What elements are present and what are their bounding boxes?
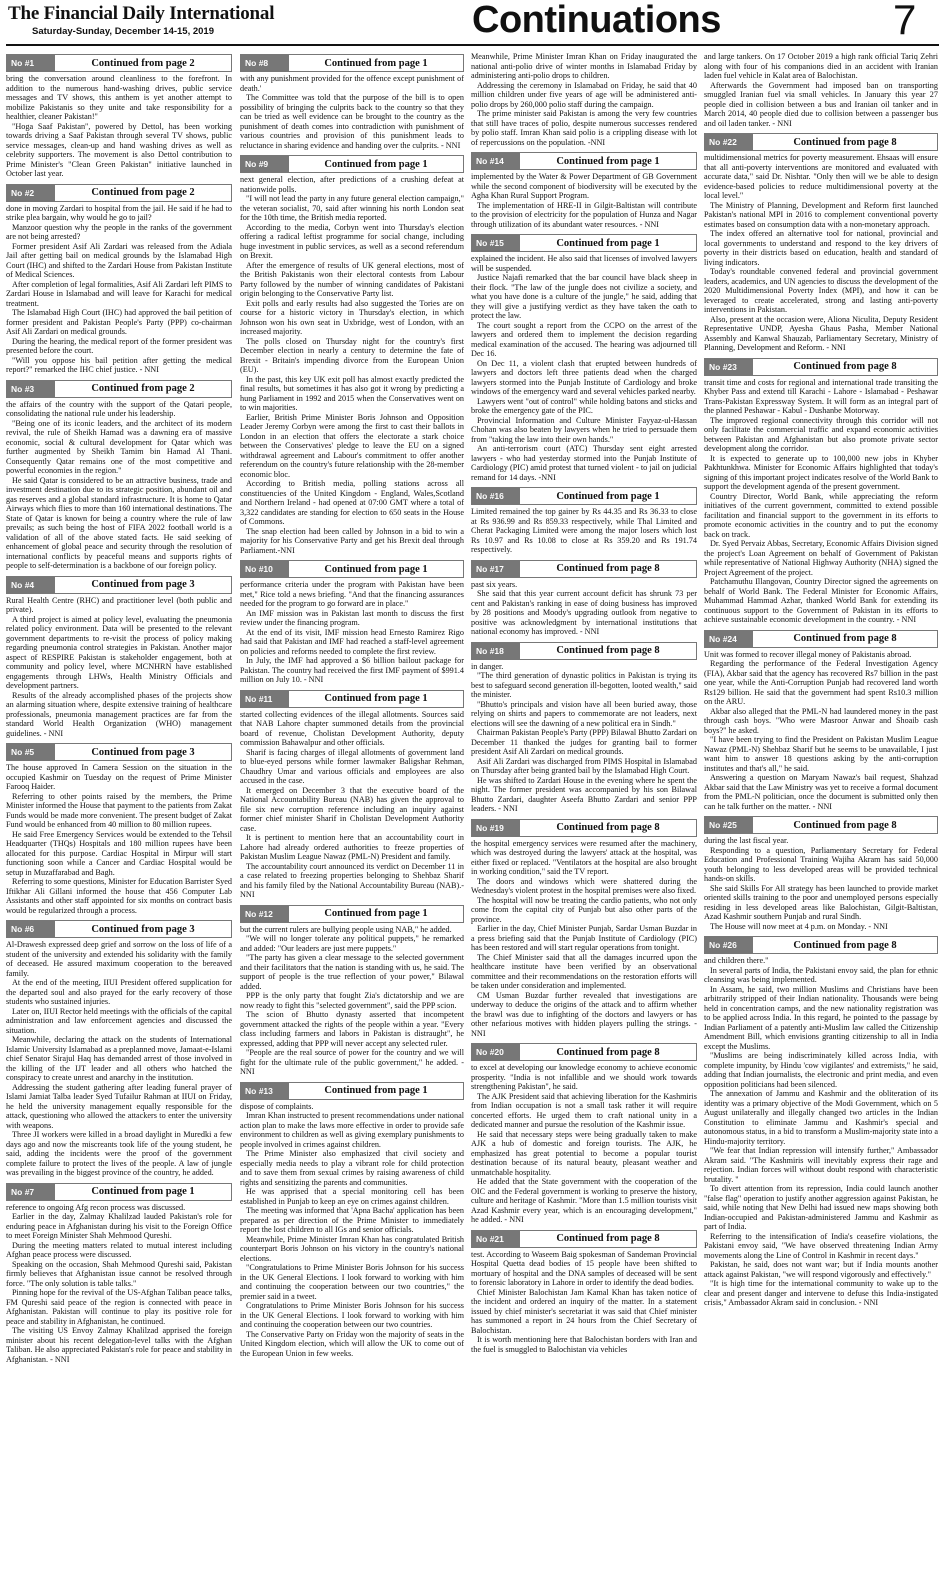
story-paragraph: Rural Health Centre (RHC) and practitioner level (both public and private). (6, 595, 232, 614)
story-paragraph: Meanwhile, Prime Minister Imran Khan on Friday inaugurated the national anti-polio drive of winter months in Islamabad Friday by administering anti-polio drops to children. (471, 52, 697, 80)
story (471, 487, 697, 555)
story-paragraph: Al-Drawesh expressed deep grief and sorrow on the loss of life of a student of the university and extended his solidarity with the family of deceased. He assured maximum cooperation to the bereaved family. (6, 940, 232, 978)
story-paragraph: done in moving Zardari to hospital from the jail. He said if he had to strike plea bargain, why would he go to jail? (6, 203, 232, 222)
story-paragraph: "Congratulations to Prime Minister Boris Johnson for his success in the UK General Elections. I look forward to working with him and continuing the cooperation between our two countries," the premier said in a tweet. (240, 1263, 464, 1301)
story-continued-label: Continued from page 8 (793, 136, 897, 148)
story-paragraph: According to the media, Corbyn went into Thursday's election offering a radical leftist programme for social change, including huge investment in public services, as well as a second referendum on Brexit. (240, 222, 464, 260)
story-paragraph: "Being one of its iconic leaders, and the architect of its modern revival, the rule of Sheikh Hamad was a dawning era of massive economic, social & cultural development for Qatar which was further augmented by Sheikh Tamim bin Hamad Al Thani. Consequently Qatar remains one of the most competitive and powerful economies in the region." (6, 418, 232, 475)
story-paragraph: The scion of Bhutto dynasty asserted that incompetent government attacked the rights of the people within a year. "Every class including farmers and labors in Pakistan is distraught", he expressed, adding that PPP will never accept any selected ruler. (240, 1010, 464, 1048)
story-paragraph: in danger. (471, 661, 504, 671)
story-paragraph: On Dec 11, a violent clash that erupted between hundreds of lawyers and doctors left three patients dead when the charged lawyers stormed into the Punjab Institute of Cardiology and broke windows of the emergency ward and several vehicles parked nearby. (471, 358, 697, 396)
story-paragraph: According to British media, polling stations across all constituencies of the United Kingdom - England, Wales,Scotland and Northern Ireland - had opened at 07:00 GMT where a total of 3,322 candidates are standing for election to 650 seats in the House of Commons. (240, 479, 464, 526)
story-paragraph: Answering a question on Maryam Nawaz's bail request, Shahzad Akbar said that the Law Ministry was yet to receive a formal document from the PML-N politician, once the document is submitted only then can he talk further on the matter. - NNI (704, 773, 938, 811)
story-paragraph: Provincial Information and Culture Minister Fayyaz-ul-Hassan Chohan was also beaten by lawyers when he tried to persuade them from "taking the law into their own hands." (471, 415, 697, 444)
story-continued-label: Continued from page 8 (793, 939, 897, 951)
story-header (6, 54, 232, 72)
story-continued-label: Continued from page 8 (556, 1046, 660, 1058)
story-header (471, 819, 697, 837)
story-paragraph: and children there." (704, 956, 769, 965)
story-paragraph: To divert attention from its repression, India could launch another "false flag" operation to justify another aggression against Pakistan, he said, while noting that New Delhi had issued new maps showing both Indian-occupied and Pakistan-administered Jammu and Kashmir as part of India. (704, 1184, 938, 1231)
story (240, 54, 464, 150)
story-header (471, 560, 697, 578)
story-paragraph: Meanwhile, declaring the attack on the students of International Islamic University Islamabad as a preplanned move, Jamaat-e-Islami chief Senator Sirajul Haq has demanded arrest of those involved in the killing of the IJT leader and all others who hatched the conspiracy to create unrest and anarchy in the institution. (6, 1035, 232, 1082)
story-continued-label: Continued from page 1 (324, 563, 428, 575)
story-paragraph: The house approved In Camera Session on the situation in the occupied Kashmir on Tuesday on the request of Prime Minister Farooq Haider. (6, 763, 232, 791)
story-paragraph: Earlier in the day, Zalmay Khalilzad lauded Pakistan's role for enduring peace in Afghanistan during his visit to the Foreign Office to meet Foreign Minister Shah Mehmood Qureshi. (6, 1212, 232, 1240)
story-paragraph: and large tankers. On 17 October 2019 a high rank official Tariq Zehri along with four of his companions died in an accident with Iranian laden fuel vehicle in Kalat area of Balochistan. (704, 52, 938, 80)
story-continued-label: Continued from page 2 (91, 57, 195, 69)
story-paragraph: It emerged on December 3 that the executive board of the National Accountability Bureau (NAB) has given the approval to file six new corruption reference including an inquiry against former chief minister Sharif in Cholistan Development Authority case. (240, 785, 464, 833)
story-paragraph: past six years. (471, 579, 518, 589)
story-paragraph: "Muslims are being indiscriminately killed across India, with complete impunity, by Hindu 'cow vigilantes' and extremists," he said, adding that Indian journalists, the electronic and print media, and even opposition politicians had been silenced. (704, 1051, 938, 1089)
story-paragraph: with any punishment provided for the offence except punishment of death.' (240, 74, 464, 93)
story-header (704, 816, 938, 834)
story-paragraph: During the hearing, the medical report of the former president was presented before the court. (6, 336, 232, 355)
story (240, 155, 464, 555)
story-continued-label: Continued from page 8 (556, 563, 660, 574)
story-header (6, 184, 232, 202)
story-header (471, 234, 697, 252)
story-paragraph: The Islamabad High Court (IHC) had approved the bail petition of former president and Pakistan People's Party (PPP) co-chairman Asif Ali Zardari on medical grounds. (6, 308, 232, 336)
story-paragraph: Responding to a question, Parliamentary Secretary for Federal Education and Professional Training Wajiha Akram has said 50,000 youth belonging to less developed areas will be provided technical hands-on skills. (704, 845, 938, 883)
story-continued-label: Continued from page 8 (793, 819, 897, 831)
story-paragraph: Unit was formed to recover illegal money of Pakistanis abroad. (704, 649, 912, 659)
story (240, 905, 464, 1077)
story-paragraph: In July, the IMF had approved a $6 billion bailout package for Pakistan. The country had received the first IMF payment of $991.4 million on July 10. - NNI (240, 656, 464, 684)
story-paragraph: In several parts of India, the Pakistani envoy said, the plan for ethnic cleansing was being implemented. (704, 965, 938, 984)
issue-date: Saturday-Sunday, December 14-15, 2019 (32, 26, 214, 37)
story-paragraph: After the emergence of results of UK general elections, most of the British Pakistanis won their electoral contests from Labour Party followed by the number of winning candidates of Pakistani origin belonging to the Conservative Party list. (240, 260, 464, 298)
page-number: 7 (893, 0, 917, 43)
story (471, 560, 697, 637)
story-continued-label: Continued from page 8 (793, 633, 897, 644)
story-paragraph: Patchamuthu Illangovan, Country Director signed the agreements on behalf of World Bank. The Federal Minister for Economic Affairs, Muhammad Hammad Azhar, thanked World Bank for extending its continuous support to the Government of Pakistan in its efforts to achieve sustainable economic development in the country. - NNI (704, 577, 938, 624)
story-paragraph: Regarding the performance of the Federal Investigation Agency (FIA), Akbar said that the agency has recovered Rs7 billion in the past one year, while the Anti-Corruption Punjab had recovered land worth Rs129 billion. He said that the government had spent Rs10.3 million on the ARU. (704, 659, 938, 706)
story-paragraph: The snap election had been called by Johnson in a bid to win a majority for his Conservative Party and get his Brexit deal through Parliament.-NNI (240, 526, 464, 555)
story (6, 184, 232, 375)
story-paragraph: Speaking on the occasion, Shah Mehmood Qureshi said, Pakistan firmly believes that Afghanistan issue cannot be resolved through force. "The only solution is table talks." (6, 1259, 232, 1288)
column-1 (6, 52, 232, 1577)
story-paragraph: He said that necessary steps were being gradually taken to make AJK a hub of domestic and foreign tourists. The AJK, he emphasized has great potential to become a popular tourist destination because of its natural beauty, pleasant weather and unmatchable hospitality. (471, 1129, 697, 1177)
story-continued-label: Continued from page 2 (91, 187, 195, 198)
story-header (240, 54, 464, 72)
story (471, 642, 697, 814)
story-paragraph: At the end of the meeting, IIUI President offered supplication for the departed soul and also prayed for the early recovery of those students who sustained injuries. (6, 978, 232, 1006)
story (6, 380, 232, 571)
story-header (704, 358, 938, 376)
story-number: No #3 (7, 381, 55, 397)
story-header (471, 152, 697, 170)
story-paragraph: The AJK President said that achieving liberation for the Kashmiris from Indian occupation is not a small task rather it will require concerted efforts. He urged them to craft national unity in a dedicated manner and pursue the resolution of the Kashmir issue. (471, 1091, 697, 1129)
story-continued-label: Continued from page 1 (324, 1085, 428, 1096)
story (471, 52, 697, 147)
story-paragraph: Congratulations to Prime Minister Boris Johnson for his success in the UK General Elections. I look forward to working with him and continuing the cooperation between our two countries. (240, 1301, 464, 1329)
story (471, 152, 697, 229)
story (704, 358, 938, 625)
story-paragraph: Dr. Syed Pervaiz Abbas, Secretary, Economic Affairs Division signed the project's Loan Agreement on behalf of Government of Pakistan while representative of National Highway Authority (NHA) signed the Project Agreement of the project. (704, 539, 938, 577)
story-paragraph: "I will not lead the party in any future general election campaign," the veteran socialist, 70, said after winning his north London seat for the 10th time, the British media reported. (240, 194, 464, 222)
story-header (704, 630, 938, 648)
story-paragraph: The doors and windows which were shattered during the Wednesday's violent protest in the hospital premises were also fixed. (471, 876, 697, 895)
story-paragraph: The Chief Minister said that all the damages incurred upon the healthcare institute have been verified by an observational committee and their recommendations on the restoration efforts will be taken under consideration and implemented. (471, 952, 697, 990)
story-continued-label: Continued from page 1 (556, 237, 660, 249)
story-paragraph: transit time and costs for regional and international trade transiting the Khyber Pass and extend till Karachi - Lahore - Islamabad - Peshawar Trans-Pakistan Expressway System. It will form as an integral part of the planned Peshawar - Kabul - Dushanbe Motorway. (704, 377, 938, 415)
story-paragraph: The Prime Minister also emphasized that civil society and especially media needs to play a vibrant role for child protection and to save them from sexual crimes by raising awareness of child rights and sensitizing the parents and communities. (240, 1149, 464, 1187)
story (704, 133, 938, 353)
story-header (240, 155, 464, 173)
story-paragraph: She said Skills For All strategy has been launched to provide market oriented skills training to the poor and unemployed persons especially residing in less developed areas like Balochistan, Gilgit-Baltistan, Azad Kashmir southern Punjab and rural Sindh. (704, 883, 938, 921)
story-number: No #5 (7, 744, 55, 760)
story-paragraph: The accountability court announced its verdict on December 11 in a case related to freezing properties belonging to Shehbaz Sharif and his family filed by the National Accountability Bureau (NAB).- NNI (240, 861, 464, 899)
story-paragraph: PPP is the only party that fought Zia's dictatorship and we are now ready to fight this "selected government", said the PPP scion. (240, 991, 464, 1010)
story-number: No #24 (705, 631, 753, 647)
story-paragraph: Afterwards the Government had imposed ban on transporting smuggled Iranian fuel via small vehicles. In January this year 27 people died in collision between a bus and Iranian oil tanker and in March 2014, 40 people died due to collision between a passenger bus and oil laden tanker. - NNI (704, 80, 938, 128)
story-paragraph: In the past, this key UK exit poll has almost exactly predicted the final results, but sometimes it has also got it wrong by predicting a hung Parliament in 1992 and 2015 when the Conservatives went on to win majorities. (240, 374, 464, 412)
story-paragraph: He was shifted to Zardari House in the evening where he spent the night. The former president was accompanied by his son Bilawal Bhutto Zardari, daughter Aseefa Bhutto Zardari and senior PPP leaders. - NNI (471, 775, 697, 813)
story-paragraph: The implementation of HRE-II in Gilgit-Baltistan will contribute to the provision of electricity for the population of Hunza and Nagar through utilization of its abundant water resources. - NNI (471, 200, 697, 229)
story-paragraph: dispose of complaints. (240, 1101, 314, 1111)
story-paragraph: Addressing the ceremony in Islamabad on Friday, he said that 40 million children under five years of age will be administered anti-polio drops by 260,000 polio staff during the campaign. (471, 80, 697, 109)
story (240, 1082, 464, 1359)
story-paragraph: Lawyers went "out of control" while holding batons and sticks and broke the emergency gate of the PIC. (471, 396, 697, 415)
story-paragraph: "The party has given a clear message to the selected government and their facilitators that the nation is standing with us, he said. The support of people is the true reflection of your power," Bilawal added. (240, 953, 464, 991)
story-paragraph: "It is high time for the international community to wake up to the clear and present danger and intervene to defuse this India-instigated crisis," Ambassador Akram said in conclusion. - NNI (704, 1279, 938, 1307)
story-paragraph: Also, present at the occasion were, Aliona Niculita, Deputy Resident Representative UNDP, Ayesha Ghaus Pasha, Member National Assembly and Kanwal Shauzab, Parliamentary Secretary, Ministry of Planning, Development and Reform. - NNI (704, 314, 938, 352)
story-paragraph: The annexation of Jammu and Kashmir and the obliteration of its identity was a primary objective of the Modi Government, which on 5 August unilaterally and illegally changed two articles in the Indian Constitution to eliminate Jammu and Kashmir's special and autonomous status, in a bid to transform a Muslim-majority state into a Hindu-majority territory. (704, 1089, 938, 1146)
page-header (0, 0, 945, 44)
column-3 (471, 52, 697, 1577)
story (704, 630, 938, 812)
story-paragraph: multidimensional metrics for poverty measurement. Ehsaas will ensure that all anti-poverty interventions are monitored and evaluated with accurate data," said Dr. Nishtar. "Only then will we be able to design evidence-based policies to reduce multidimensional poverty at the local level." (704, 153, 938, 200)
story-continued-label: Continued from page 3 (91, 923, 195, 935)
story-paragraph: After completion of legal formalities, Asif Ali Zardari left PIMS to Zardari House in Islamabad and will leave for Karachi for medical treatment. (6, 279, 232, 308)
story-number: No #7 (7, 1184, 55, 1200)
story (471, 234, 697, 482)
story-paragraph: Earlier in the day, Chief Minister Punjab, Sardar Usman Buzdar in a press briefing said that the Punjab Institute of Cardiology (PIC) has been restored and will start regular operations from tonight. (471, 924, 697, 952)
story-number: No #18 (472, 643, 520, 659)
story (471, 819, 697, 1039)
story-number: No #8 (241, 55, 289, 71)
story-paragraph: Chairman Pakistan People's Party (PPP) Bilawal Bhutto Zardari on December 11 thanked the judges for granting bail to former president Asif Ali Zardari on medical grounds. (471, 728, 697, 756)
story-paragraph: Referring to other points raised by the members, the Prime Minister informed the House that payment to the patients from Zakat Funds would be made more convenient. The present budget of Zakat Fund would be enhanced from 40 million to 80 million rupees. (6, 791, 232, 829)
section-title: Continuations (472, 0, 721, 41)
story-paragraph: Sharif is facing charges of illegal allotments of government land to blue-eyed persons while former lawmaker Baligshar Rehman, Chaudhry Umar and various officials and employees are also accused in the case. (240, 747, 464, 785)
story-continued-label: Continued from page 1 (324, 158, 428, 170)
story-number: No #23 (705, 359, 753, 375)
story-continued-label: Continued from page 1 (556, 155, 660, 167)
story-paragraph: Manzoor question why the people in the ranks of the government are not being arrested? (6, 222, 232, 241)
story (6, 743, 232, 915)
story-paragraph: next general election, after predictions of a crushing defeat at nationwide polls. (240, 175, 464, 194)
story-paragraph: explained the incident. He also said that licenses of involved lawyers will be suspended. (471, 254, 697, 273)
story-paragraph: Akbar also alleged that the PML-N had laundered money in the past through cash boys. "Who were Masroor Anwar and Shoaib cash boys?" he asked. (704, 706, 938, 735)
header-rule (6, 44, 939, 46)
story-header (6, 920, 232, 938)
story-paragraph: Results of the already accomplished phases of the projects show an alarming situation where, despite extensive training of healthcare professionals, pneumonia management practices are far from the standard World Health Organization (WHO) management guidelines. - NNI (6, 690, 232, 738)
story-header (240, 1082, 464, 1100)
story-header (704, 936, 938, 954)
story-paragraph: Pinning hope for the revival of the US-Afghan Taliban peace talks, FM Qureshi said peace of the region is connected with peace in Afghanistan. Pakistan will continue to play its positive role for peace and stability in Afghanistan, he continued. (6, 1288, 232, 1326)
story (6, 920, 232, 1178)
story-paragraph: At the end of its visit, IMF mission head Ernesto Ramirez Rigo had said that Pakistan and IMF had reached a staff-level agreement on policies and reforms needed to complete the first review. (240, 627, 464, 656)
story-paragraph: Pakistan, he said, does not want war; but if India mounts another attack against Pakistan, "we will respond vigorously and effectively." (704, 1260, 938, 1279)
story-number: No #2 (7, 185, 55, 201)
story (471, 1043, 697, 1225)
story (704, 52, 938, 128)
story (704, 936, 938, 1308)
story (240, 560, 464, 685)
story-paragraph: The improved regional connectivity through this corridor will not only facilitate the commercial traffic and expand economic activities between Pakistan and Afghanistan but also promote private sector development along the corridor. (704, 415, 938, 453)
story-paragraph: The visiting US Envoy Zalmay Khalilzad apprised the foreign minister about his recent delegation-level talks with the Afghan Taliban. He also appreciated Pakistan's role for peace and stability in Afghanistan. - NNI (6, 1326, 232, 1364)
story-number: No #4 (7, 577, 55, 593)
story-paragraph: He was apprised that a special monitoring cell has been established in Punjab to keep an eye on crimes against children. (240, 1187, 464, 1206)
story-paragraph: "I have been trying to find the President on Pakistan Muslim League Nawaz (PML-N) Shehbaz Sharif but he seems to be unavailable, I just want him to answer 18 questions asking by the anti-corruption institutes and that's all," he said. (704, 735, 938, 773)
story-paragraph: Today's roundtable convened federal and provincial government leaders, academics, and UN agencies to discuss the development of the 2020 Multidimensional Poverty Index (MPI), and how it can be leveraged to create accelerated, strong and lasting anti-poverty interventions in Pakistan. (704, 267, 938, 314)
story-paragraph: He said Qatar is considered to be an attractive business, trade and investment destination due to its strategic position, abundant oil and gas reserves and a global standard infrastructure. It is home to Qatar Airways which flies to more than 160 international destinations. The State of Qatar is known for being a country where the rule of law prevails; as such being the host of FIFA 2022 football world is a validation of all of the above stated facts. He said seeking of enhancement of global peace and security through the resolution of international conflicts by peaceful means and supports rights of people to self-determination is a backbone of our foreign policy. (6, 475, 232, 570)
story-header (6, 743, 232, 761)
story-continued-label: Continued from page 1 (91, 1186, 195, 1197)
story-paragraph: It is pertinent to mention here that an accountability court in Lahore had already ordered authorities to freeze properties of Pakistan Muslim League Nawaz (PML-N) President and family. (240, 833, 464, 861)
story-header (471, 487, 697, 505)
story-header (704, 133, 938, 151)
story-paragraph: "The third generation of dynastic politics in Pakistan is trying its best to safeguard second generation ill-begotten, looted wealth," said the minister. (471, 671, 697, 699)
story-paragraph: The index offered an alternative tool for national, provincial and local governments to understand and respond to the key drivers of poverty in their districts based on education, health and standard of living indicators. (704, 229, 938, 267)
story-continued-label: Continued from page 1 (324, 57, 428, 69)
story-continued-label: Continued from page 2 (91, 383, 195, 394)
story-number: No #6 (7, 921, 55, 937)
story-paragraph: During the meeting matters related to mutual interest including Afghan peace process were discussed. (6, 1240, 232, 1259)
story-paragraph: The Conservative Party on Friday won the majority of seats in the United Kingdom election, which will allow the UK to come out of the European Union in few weeks. (240, 1329, 464, 1358)
story-paragraph: It is worth mentioning here that Balochistan borders with Iran and the fuel is smuggled to Balochistan via vehicles (471, 1335, 697, 1354)
story-number: No #13 (241, 1083, 289, 1099)
story-number: No #17 (472, 561, 520, 577)
story-paragraph: "Will you oppose his bail petition after getting the medical report?" remarked the IHC chief justice. - NNI (6, 355, 232, 374)
story-paragraph: "We will no longer tolerate any political puppets," he remarked and added: "Our leaders are just mere puppets." (240, 934, 464, 953)
story-paragraph: to excel at developing our knowledge economy to achieve economic prosperity. "India is not infallible and we should work towards strengthening Pakistan", he said. (471, 1063, 697, 1091)
story-paragraph: An anti-terrorism court (ATC) Thursday sent eight arrested lawyers - who had yesterday stormed into the Punjab Institute of Cardiology (PIC) amid protest that turned violent - to jail on judicial remand for 14 days. -NNI (471, 444, 697, 482)
story-paragraph: Former president Asif Ali Zardari was released from the Adiala Jail after getting bail on medical grounds by the Islamabad High Court (IHC) and shifted to the Zardari House from Pakistan Institute of Medical Sciences. (6, 241, 232, 279)
story-number: No #16 (472, 488, 520, 504)
story-paragraph: The House will now meet at 4 p.m. on Monday. - NNI (710, 921, 888, 931)
story-header (6, 576, 232, 594)
story (6, 54, 232, 179)
story-continued-label: Continued from page 8 (556, 822, 660, 833)
story-header (6, 380, 232, 398)
story-number: No #25 (705, 817, 753, 833)
story (704, 816, 938, 931)
story-paragraph: but the current rulers are bullying people using NAB," he added. (240, 924, 452, 934)
story-continued-label: Continued from page 1 (556, 490, 660, 502)
story-number: No #22 (705, 134, 753, 150)
story-paragraph: A third project is aimed at policy level, evaluating the pneumonia related policy environment. Data will be presented to the relevant government departments to re-visit the process of policy making regarding pneumonia control strategies in Pakistan. Another major aspect of RESPIRE Pakistan is stakeholder engagement, both at community and policy level, where MCNHRN have established engagements through LHWs, Health Ministry Officials and development partners. (6, 614, 232, 690)
story-paragraph: Later on, IIUI Rector held meetings with the officials of the capital administration and law enforcement agencies and discussed the situation. (6, 1006, 232, 1035)
story-header (471, 1230, 697, 1248)
story-paragraph: "Hoga Saaf Pakistan", powered by Dettol, has been working towards driving a Saaf Pakistan through several TV shows, public service messages, clean-up and hand washing drives as well as celebrity supporters. The movement is also Dettol contribution to Prime Minister's "Clean Green Pakistan" initiative launched in October last year. (6, 121, 232, 178)
story-paragraph: "Bhutto's principals and vision have all been buried away, those relying on shirts and papers to commemorate are not leaders, next elections will see the dawning of a new political era in Sindh." (471, 699, 697, 728)
story-header (240, 905, 464, 923)
story-paragraph: bring the conversation around cleanliness to the forefront. In addition to the numerous hand-washing drives, public service messages and TV shows, this anthem is yet another attempt to mobilize Pakistanis so they unite and take responsibility for a healthier, cleaner Pakistan!" (6, 74, 232, 121)
story-continued-label: Continued from page 8 (556, 645, 660, 656)
story-number: No #14 (472, 153, 520, 169)
story-paragraph: In Assam, he said, two million Muslims and Christians have been arbitrarily stripped of their Indian nationality. Thousands were being held in concentration camps, and the new nationality registration was to be applied across India. In this regard, he pointed to the passage by Indian Parliament of a patently anti-Muslim law called the Citizenship Amendment Bill, which envisions granting citizenship to all in India except the Muslims. (704, 984, 938, 1051)
story-header (240, 560, 464, 578)
story-number: No #20 (472, 1044, 520, 1060)
story-paragraph: He added that the State government with the cooperation of the OIC and the Federal government is working to preserve the history, culture and heritage of Kashmir. "More than 1.5 million tourists visit Azad Kashmir every year, which is an encouraging development," he added. - NNI (471, 1177, 697, 1224)
story (471, 1230, 697, 1355)
story-number: No #15 (472, 235, 520, 251)
masthead: The Financial Daily International (8, 3, 275, 24)
column-2 (240, 52, 464, 1577)
story-header (6, 1183, 232, 1201)
story-continued-label: Continued from page 3 (91, 579, 195, 590)
story-paragraph: test. According to Waseem Baig spokesman of Sandeman Provincial Hospital Quetta dead bodies of 15 people have been shifted to mortuary of hospital and the DNA samples of deceased will be sent to forensic laboratory in Lahore in order to identify the dead bodies. (471, 1249, 697, 1287)
story-paragraph: Asif Ali Zardari was discharged from PIMS Hospital in Islamabad on Thursday after being granted bail by the Islamabad High Court. (471, 756, 697, 775)
story-paragraph: The prime minister said Pakistan is among the very few countries that still have traces of polio, despite numerous successes rendered by polio staff. Imran Khan said polio is a crippling disease with lot of repercussions on the population. -NNI (471, 109, 697, 147)
story-number: No #10 (241, 561, 289, 577)
story-paragraph: "People are the real source of power for the country and we will fight for the ultimate rule of the public government," he added. -NNI (240, 1048, 464, 1076)
story-paragraph: Referring to the intensification of India's ceasefire violations, the Pakistani envoy said, "We have observed threatening Indian Army movements along the Line of Control in Kashmir in recent days." (704, 1231, 938, 1260)
story-paragraph: Chief Minister Balochistan Jam Kamal Khan has taken notice of the incident and ordered an inquiry of the matter. In a statement issued by chief minister's secretariat it was said that Chief minister has summoned a report in 24 hours from the Chief Secretary of Balochistan. (471, 1287, 697, 1335)
story (6, 576, 232, 739)
story-number: No #12 (241, 906, 289, 922)
column-4 (704, 52, 938, 1577)
story-number: No #9 (241, 156, 289, 172)
story-paragraph: Imran Khan instructed to present recommendations under national action plan to make the laws more effective in order to provide safe environment to children as well as giving exemplary punishments to people involved in crimes against children. (240, 1111, 464, 1149)
story-header (240, 690, 464, 708)
story-paragraph: She said that this year current account deficit has shrunk 73 per cent and Pakistan's ranking in ease of doing business has improved by 28 positions and Moody's upgrading outlook from negative to positive was acknowledgment by international institutions that national economy has improved. - NNI (471, 589, 697, 636)
story-continued-label: Continued from page 8 (556, 1233, 660, 1244)
story-header (471, 1043, 697, 1061)
story-paragraph: started collecting evidences of the illegal allotments. Sources said that NAB Lahore chapter summoned details from the provincial board of revenue, Cholistan Development Authority, deputy commission Bahawalpur and other officials. (240, 709, 464, 747)
story-paragraph: Justice Najafi remarked that the bar council have black sheep in their flock. "The law of the jungle does not civilize a society, and what you have done is a culture of the jungle," he said, adding that they will give a justifying verdict as they have taken the oath to protect the law. (471, 273, 697, 320)
story (6, 1183, 232, 1365)
story-paragraph: Three JI workers were killed in a broad daylight in Muredki a few days ago and now the miscreants took life of the young student, he said, adding the incidents were the proof of the government complete failure to protect the lives of the people. A law of jungle was prevailing in the biggest province of the country, he added. (6, 1130, 232, 1177)
story-paragraph: the hospital emergency services were resumed after the machinery, which was destroyed during the lawyers' attack at the hospital, was either fixed or replaced. "Ventilators at the hospital are also brought in working condition," said the TV report. (471, 838, 697, 876)
story-number: No #11 (241, 691, 289, 707)
story (240, 690, 464, 900)
story-paragraph: CM Usman Buzdar further revealed that investigations are underway to deduce the origins of the attack and to affirm whether the brawl was due to infighting of the doctors and lawyers or has other nefarious motives with hidden players pulling the strings. - NNI (471, 990, 697, 1038)
story-paragraph: "We fear that Indian repression will intensify further," Ambassador Akram said. "The Kashmiris will inevitably express their rage and rejection. Indian forces will without doubt respond with characteristic brutality. " (704, 1146, 938, 1184)
story-paragraph: Addressing the student gathering after leading funeral prayer of Islami Jamiat Talba leader Syed Tufailur Rahman at IIUI on Friday, he held the university management equally responsible for the attack, questioning who allowed the attackers to enter the university with weapons. (6, 1082, 232, 1130)
story-paragraph: performance criteria under the program with Pakistan have been met," Rice told a news briefing. "And that the financing assurances needed for the program to go forward are in place." (240, 580, 464, 608)
story-paragraph: Exit polls and early results had also suggested the Tories are on course for a historic victory in Thursday's election, in which Johnson won his own seat in Uxbridge, west of London, with an increased majority. (240, 298, 464, 336)
story-number: No #26 (705, 937, 753, 953)
story-paragraph: He said Free Emergency Services would be extended to the Tehsil Headquarter (THQs) Hospitals and 180 million rupees have been allocated for this purpose. Cardiac Hospital in Mirpur will start functioning soon while a Cancer and Cardiac Hospital would be setup in Muzaffarabad and Bagh. (6, 829, 232, 877)
story-paragraph: Earlier, British Prime Minister Boris Johnson and Opposition Leader Jeremy Corbyn were among the first to cast their ballots in London in an election that offers the electorate a stark choice between the Conservatives' pledge to leave the EU on a signed withdrawal agreement and Labour's commitment to offer another referendum on the country's future relationship with the 28-member economic bloc. (240, 412, 464, 479)
story-number: No #19 (472, 820, 520, 836)
story-paragraph: during the last fiscal year. (704, 836, 789, 845)
story-continued-label: Continued from page 3 (91, 746, 195, 758)
story-paragraph: Limited remained the top gainer by Rs 44.35 and Rs 36.33 to close at Rs 936.99 and Rs 859.33 respectively, while Thal Limited and Cherat Packaging Limited were among the major losers which lost Rs 10.97 and Rs 10.08 to close at Rs 359.20 and Rs 191.74 respectively. (471, 507, 697, 554)
story-paragraph: implemented by the Water & Power Department of GB Government while the second component of biodiversity will be executed by the Agha Khan Rural Support Program. (471, 172, 697, 200)
story-paragraph: The Ministry of Planning, Development and Reform first launched Pakistan's national MPI in 2016 to complement conventional poverty estimates based on consumption data with a non-monetary approach. (704, 200, 938, 229)
story-paragraph: Meanwhile, Prime Minister Imran Khan has congratulated British counterpart Boris Johnson on his victory in the country's national elections. (240, 1234, 464, 1263)
story-paragraph: the affairs of the country with the support of the Qatari people, consolidating the national rule under his leadership. (6, 399, 232, 418)
story-paragraph: The meeting was informed that 'Apna Bacha' application has been prepared as per direction of the Prime Minister to immediately report the lost children to all IGs and senior officials. (240, 1206, 464, 1234)
story-paragraph: It is expected to generate up to 100,000 new jobs in Khyber Pakhtunkhwa. Minister for Economic Affairs highlighted that today's signing of this important project indicates resolve of the World Bank to support the development agenda of the present government. (704, 453, 938, 491)
story-paragraph: The polls closed on Thursday night for the country's first December election in nearly a century to determine the fate of Brexit - Britain's impending divorce from the European Union (EU). (240, 336, 464, 374)
story-continued-label: Continued from page 1 (324, 693, 428, 704)
story-paragraph: Country Director, World Bank, while appreciating the reform initiatives of the current government, committed to extend possible facilitation and financial support to the government in its efforts to promote economic activities in the country and to put the economy back on track. (704, 491, 938, 539)
story-paragraph: An IMF mission was in Pakistan last month to discuss the first review under the financing program. (240, 608, 464, 627)
story-continued-label: Continued from page 1 (324, 908, 428, 919)
story-paragraph: The hospital will now be treating the cardio patients, who not only come from the capital city of Punjab but also other parts of the province. (471, 895, 697, 924)
story-paragraph: Referring to some questions, Minister for Education Barrister Syed Iftikhar Ali Gillani informed the house that 456 Computer Lab Assistants and other staff appointed for six months on contract basis would be regularized through a process. (6, 877, 232, 915)
story-paragraph: reference to ongoing Afg recon process was discussed. (6, 1202, 186, 1212)
story-paragraph: The Committee was told that the purpose of the bill is to open possibility of bringing the culprits back to the country so that they can be tried as well evidence can be brought to the country as the punishment of death comes into contradiction with punishment of various countries and provision of this punishment leads to reluctance in sharing evidence and handing over the culprits. - NNI (240, 93, 464, 150)
story-number: No #21 (472, 1231, 520, 1247)
story-continued-label: Continued from page 8 (793, 361, 897, 372)
story-number: No #1 (7, 55, 55, 71)
story-paragraph: The court sought a report from the CCPO on the arrest of the lawyers and ordered them to implement the decision regarding medical examination of the accused. The hearing was adjourned till Dec 16. (471, 320, 697, 358)
story-header (471, 642, 697, 660)
